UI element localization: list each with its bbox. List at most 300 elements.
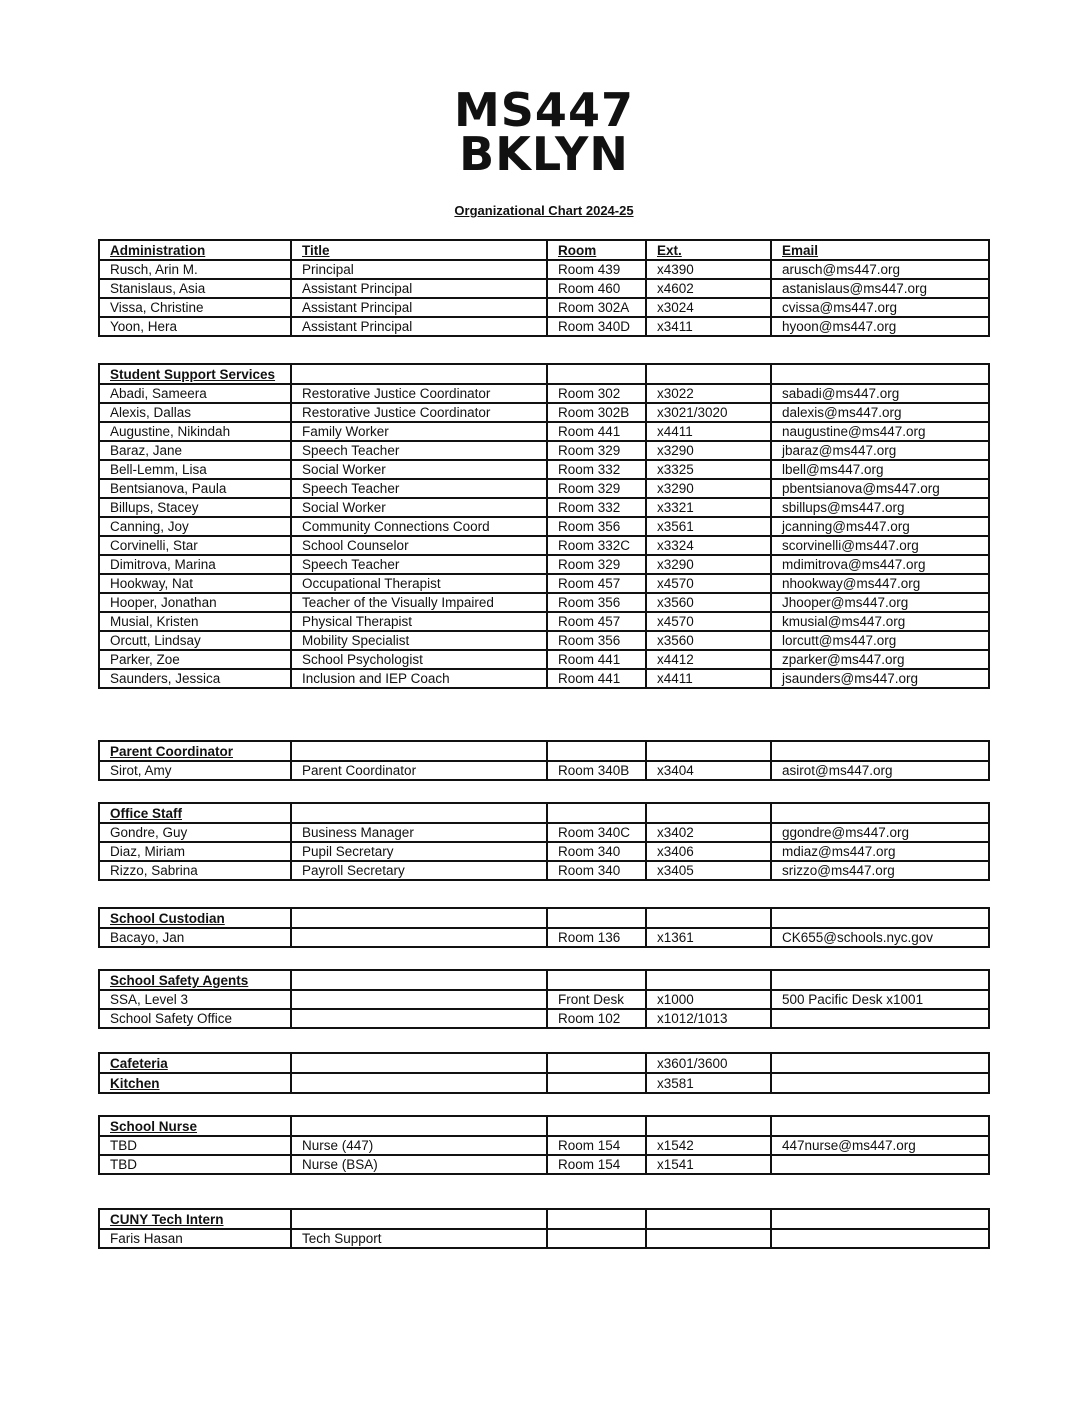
cell-text: Room 136: [558, 930, 621, 945]
cell-text: Occupational Therapist: [302, 576, 441, 591]
cell-text: Room 340: [558, 844, 621, 859]
section-header-row: [99, 240, 989, 260]
cell-text: x3321: [657, 500, 694, 515]
cell-name: [99, 861, 291, 880]
cell-text: Bentsianova, Paula: [110, 481, 227, 496]
cell-room: [547, 536, 646, 555]
cell-title: [291, 842, 547, 861]
cell-text: Room 302A: [558, 300, 630, 315]
section-table: [98, 1208, 990, 1249]
cell-text: Room 340D: [558, 319, 631, 334]
cell-text: scorvinelli@ms447.org: [782, 538, 919, 553]
cell-text: Rusch, Arin M.: [110, 262, 198, 277]
header-label: Room: [558, 243, 597, 258]
cell-room: [547, 1009, 646, 1028]
cell-text: School Psychologist: [302, 652, 423, 667]
cell-ext: [646, 1136, 771, 1155]
cell-room: [547, 990, 646, 1009]
cell-text: Room 154: [558, 1138, 621, 1153]
cell-text: arusch@ms447.org: [782, 262, 901, 277]
cell-text: mdimitrova@ms447.org: [782, 557, 926, 572]
logo-line-1: MS447: [454, 83, 634, 137]
cell-text: x4411: [657, 424, 693, 439]
cell-text: x4570: [657, 614, 694, 629]
cell-text: Abadi, Sameera: [110, 386, 207, 401]
cell-text: x1542: [657, 1138, 694, 1153]
cell-text: Room 441: [558, 652, 621, 667]
cell-ext: [646, 574, 771, 593]
cell-text: Room 332: [558, 500, 621, 515]
cell-email: [771, 1155, 989, 1174]
cell-text: lorcutt@ms447.org: [782, 633, 897, 648]
header-label: Office Staff: [110, 806, 183, 821]
table-row: [99, 928, 989, 947]
cell-title: [291, 669, 547, 688]
cell-title: [291, 1229, 547, 1248]
cell-text: TBD: [110, 1138, 137, 1153]
cell-title: [291, 593, 547, 612]
cell-ext: [646, 317, 771, 336]
table-row: [99, 990, 989, 1009]
cell-text: jcanning@ms447.org: [782, 519, 910, 534]
cell-room: [547, 650, 646, 669]
cell-room: [547, 279, 646, 298]
cell-text: Payroll Secretary: [302, 863, 405, 878]
cell-text: Room 356: [558, 519, 621, 534]
cell-email: [771, 384, 989, 403]
cell-room: [547, 384, 646, 403]
table-row: [99, 1009, 989, 1028]
cell-ext: [646, 555, 771, 574]
cell-email: [771, 593, 989, 612]
header-cell-title: [291, 803, 547, 823]
cell-name: [99, 479, 291, 498]
table-row: [99, 260, 989, 279]
cell-name: [99, 1009, 291, 1028]
header-cell-ext: [646, 240, 771, 260]
cell-ext: [646, 650, 771, 669]
cell-ext: [646, 1009, 771, 1028]
cell-text: Canning, Joy: [110, 519, 189, 534]
cell-title: [291, 631, 547, 650]
cell-text: Room 302B: [558, 405, 630, 420]
section-table: [98, 907, 990, 948]
cell-title: [291, 612, 547, 631]
cell-text: Dimitrova, Marina: [110, 557, 216, 572]
cell-text: School Safety Office: [110, 1011, 233, 1026]
header-cell-email: [771, 908, 989, 928]
cell-text: Speech Teacher: [302, 443, 400, 458]
cell-text: x3404: [657, 763, 694, 778]
header-cell-email: [771, 970, 989, 990]
cell-text: Room 332: [558, 462, 621, 477]
cell-room: [547, 612, 646, 631]
header-cell-title: [291, 741, 547, 761]
cell-text: Diaz, Miriam: [110, 844, 186, 859]
header-label: Title: [302, 243, 330, 258]
cell-text: Room 154: [558, 1157, 621, 1172]
cell-title: [291, 536, 547, 555]
cell-name: [99, 823, 291, 842]
cell-text: lbell@ms447.org: [782, 462, 884, 477]
cell-name: [99, 1136, 291, 1155]
section-table: [98, 239, 990, 337]
cell-title: [291, 990, 547, 1009]
cell-room: [547, 555, 646, 574]
cell-room: [547, 403, 646, 422]
table-row: [99, 842, 989, 861]
cell-text: sbillups@ms447.org: [782, 500, 905, 515]
header-cell-room: [547, 908, 646, 928]
cell-name: [99, 842, 291, 861]
cell-text: dalexis@ms447.org: [782, 405, 902, 420]
section-table: [98, 363, 990, 689]
table-row: [99, 403, 989, 422]
cell-email: [771, 422, 989, 441]
cell-text: Faris Hasan: [110, 1231, 183, 1246]
cell-text: jbaraz@ms447.org: [782, 443, 897, 458]
cell-name: [99, 612, 291, 631]
cell-name: [99, 441, 291, 460]
cell-text: x1361: [657, 930, 694, 945]
cell-room: [547, 823, 646, 842]
cell-text: Alexis, Dallas: [110, 405, 192, 420]
cell-ext: [646, 279, 771, 298]
cell-email: [771, 650, 989, 669]
cell-text: Social Worker: [302, 462, 386, 477]
table-row: [99, 593, 989, 612]
table-row: [99, 536, 989, 555]
cell-email: [771, 1136, 989, 1155]
cell-text: Nurse (447): [302, 1138, 374, 1153]
cell-room: [547, 441, 646, 460]
cell-text: Jhooper@ms447.org: [782, 595, 909, 610]
cell-title: [291, 861, 547, 880]
cell-email: [771, 517, 989, 536]
header-cell-ext: [646, 970, 771, 990]
cell-ext: [646, 460, 771, 479]
cell-text: cvissa@ms447.org: [782, 300, 897, 315]
cell-text: Inclusion and IEP Coach: [302, 671, 450, 686]
header-label: Administration: [110, 243, 206, 258]
header-label: x3601/3600: [657, 1056, 728, 1071]
header-cell-title: [291, 908, 547, 928]
cell-text: Front Desk: [558, 992, 625, 1007]
cell-name: [99, 574, 291, 593]
cell-room: [547, 260, 646, 279]
cell-text: sabadi@ms447.org: [782, 386, 900, 401]
header-cell-room: [547, 240, 646, 260]
cell-text: x3560: [657, 595, 694, 610]
cell-room: [547, 479, 646, 498]
header-cell-ext: [646, 1209, 771, 1229]
cell-email: [771, 479, 989, 498]
cell-text: Vissa, Christine: [110, 300, 204, 315]
cell-title: [291, 761, 547, 780]
cell-email: [771, 761, 989, 780]
cell-name: [99, 761, 291, 780]
cell-text: x4570: [657, 576, 694, 591]
cell-email: [771, 317, 989, 336]
cell-text: Assistant Principal: [302, 319, 413, 334]
header-label: Cafeteria: [110, 1056, 168, 1071]
cell-text: naugustine@ms447.org: [782, 424, 926, 439]
cell-text: Billups, Stacey: [110, 500, 199, 515]
table-row: [99, 317, 989, 336]
cell-text: Room 340B: [558, 763, 630, 778]
cell-text: Physical Therapist: [302, 614, 413, 629]
cell-title: [291, 1155, 547, 1174]
section-header-row: [99, 1053, 989, 1073]
header-cell-ext: [646, 1053, 771, 1073]
school-logo: [0, 83, 1088, 181]
cell-ext: [646, 384, 771, 403]
cell-text: x3561: [657, 519, 694, 534]
cell-email: [771, 631, 989, 650]
cell-text: x3406: [657, 844, 694, 859]
cell-text: Room 329: [558, 443, 621, 458]
table-row: [99, 1155, 989, 1174]
cell-text: Room 441: [558, 671, 621, 686]
cell-text: Room 329: [558, 481, 621, 496]
cell-room: [547, 1229, 646, 1248]
cell-room: [547, 1155, 646, 1174]
cell-title: [291, 555, 547, 574]
table-row: [99, 631, 989, 650]
cell-text: x1541: [657, 1157, 694, 1172]
cell-text: Room 356: [558, 633, 621, 648]
cell-name: [99, 317, 291, 336]
cell-text: x1000: [657, 992, 694, 1007]
header-cell-ext: [646, 908, 771, 928]
cell-ext: [646, 441, 771, 460]
cell-room: [547, 460, 646, 479]
cell-text: Bell-Lemm, Lisa: [110, 462, 207, 477]
header-cell-name: [99, 1116, 291, 1136]
cell-text: Hookway, Nat: [110, 576, 194, 591]
cell-text: x3024: [657, 300, 694, 315]
cell-room: [547, 517, 646, 536]
header-label: x3581: [657, 1076, 694, 1091]
cell-ext: [646, 422, 771, 441]
cell-title: [291, 1136, 547, 1155]
cell-room: [547, 669, 646, 688]
cell-ext: [646, 403, 771, 422]
header-cell-name: [99, 1073, 291, 1093]
cell-text: Yoon, Hera: [110, 319, 178, 334]
cell-text: Stanislaus, Asia: [110, 281, 206, 296]
header-cell-title: [291, 970, 547, 990]
cell-title: [291, 574, 547, 593]
cell-email: [771, 441, 989, 460]
cell-room: [547, 298, 646, 317]
cell-title: [291, 422, 547, 441]
header-cell-room: [547, 741, 646, 761]
cell-name: [99, 1229, 291, 1248]
header-label: School Nurse: [110, 1119, 198, 1134]
cell-room: [547, 498, 646, 517]
cell-text: Room 102: [558, 1011, 621, 1026]
table-row: [99, 1136, 989, 1155]
cell-email: [771, 669, 989, 688]
cell-name: [99, 650, 291, 669]
cell-text: Room 332C: [558, 538, 631, 553]
cell-title: [291, 823, 547, 842]
cell-text: x3022: [657, 386, 694, 401]
cell-email: [771, 990, 989, 1009]
cell-email: [771, 498, 989, 517]
cell-text: hyoon@ms447.org: [782, 319, 897, 334]
cell-text: Hooper, Jonathan: [110, 595, 217, 610]
header-cell-ext: [646, 803, 771, 823]
cell-text: Augustine, Nikindah: [110, 424, 231, 439]
cell-room: [547, 317, 646, 336]
cell-name: [99, 669, 291, 688]
cell-text: nhookway@ms447.org: [782, 576, 921, 591]
header-cell-email: [771, 1116, 989, 1136]
cell-text: Assistant Principal: [302, 281, 413, 296]
cell-title: [291, 460, 547, 479]
section-header-row: [99, 970, 989, 990]
cell-name: [99, 517, 291, 536]
cell-text: mdiaz@ms447.org: [782, 844, 896, 859]
cell-text: Room 340: [558, 863, 621, 878]
table-row: [99, 861, 989, 880]
cell-room: [547, 1136, 646, 1155]
cell-email: [771, 260, 989, 279]
table-row: [99, 823, 989, 842]
header-label: Student Support Services: [110, 367, 276, 382]
cell-text: Speech Teacher: [302, 557, 400, 572]
table-row: [99, 441, 989, 460]
cell-name: [99, 555, 291, 574]
cell-room: [547, 593, 646, 612]
cell-title: [291, 1009, 547, 1028]
cell-text: Principal: [302, 262, 354, 277]
header-label: School Custodian: [110, 911, 225, 926]
cell-text: Room 356: [558, 595, 621, 610]
header-cell-ext: [646, 1116, 771, 1136]
header-cell-name: [99, 741, 291, 761]
cell-name: [99, 1155, 291, 1174]
cell-text: srizzo@ms447.org: [782, 863, 895, 878]
header-cell-ext: [646, 741, 771, 761]
header-cell-name: [99, 240, 291, 260]
cell-name: [99, 631, 291, 650]
header-cell-title: [291, 1116, 547, 1136]
cell-text: Restorative Justice Coordinator: [302, 386, 491, 401]
cell-text: SSA, Level 3: [110, 992, 189, 1007]
cell-title: [291, 498, 547, 517]
cell-text: Community Connections Coord: [302, 519, 490, 534]
cell-text: x4411: [657, 671, 693, 686]
section-table: [98, 1115, 990, 1175]
cell-text: CK655@schools.nyc.gov: [782, 930, 934, 945]
section-header-row: [99, 741, 989, 761]
cell-title: [291, 479, 547, 498]
cell-text: Corvinelli, Star: [110, 538, 198, 553]
cell-room: [547, 861, 646, 880]
cell-email: [771, 298, 989, 317]
header-cell-title: [291, 364, 547, 384]
cell-email: [771, 612, 989, 631]
document-title: Organizational Chart 2024-25: [454, 203, 634, 218]
cell-title: [291, 650, 547, 669]
cell-name: [99, 403, 291, 422]
cell-text: x4412: [657, 652, 694, 667]
cell-email: [771, 403, 989, 422]
table-row: [99, 555, 989, 574]
cell-title: [291, 517, 547, 536]
header-cell-email: [771, 1053, 989, 1073]
cell-email: [771, 460, 989, 479]
cell-text: Assistant Principal: [302, 300, 413, 315]
section-header-row: [99, 1209, 989, 1229]
cell-title: [291, 298, 547, 317]
cell-title: [291, 403, 547, 422]
header-label: Kitchen: [110, 1076, 160, 1091]
cell-ext: [646, 298, 771, 317]
cell-text: Baraz, Jane: [110, 443, 183, 458]
cell-ext: [646, 260, 771, 279]
cell-title: [291, 384, 547, 403]
cell-text: pbentsianova@ms447.org: [782, 481, 940, 496]
cell-room: [547, 761, 646, 780]
logo-line-2: BKLYN: [459, 127, 629, 181]
section-table: [98, 969, 990, 1029]
cell-text: 500 Pacific Desk x1001: [782, 992, 924, 1007]
header-cell-title: [291, 1053, 547, 1073]
cell-text: Room 340C: [558, 825, 631, 840]
cell-name: [99, 298, 291, 317]
header-cell-email: [771, 803, 989, 823]
cell-text: x3560: [657, 633, 694, 648]
cell-ext: [646, 631, 771, 650]
cell-text: x4390: [657, 262, 694, 277]
cell-text: Room 439: [558, 262, 621, 277]
cell-name: [99, 928, 291, 947]
header-cell-name: [99, 1053, 291, 1073]
table-row: [99, 498, 989, 517]
section-header-row: [99, 1073, 989, 1093]
cell-email: [771, 842, 989, 861]
table-row: [99, 279, 989, 298]
cell-ext: [646, 612, 771, 631]
cell-text: zparker@ms447.org: [782, 652, 905, 667]
cell-text: Family Worker: [302, 424, 389, 439]
cell-ext: [646, 593, 771, 612]
cell-text: Tech Support: [302, 1231, 382, 1246]
cell-ext: [646, 861, 771, 880]
cell-text: Room 302: [558, 386, 621, 401]
cell-title: [291, 279, 547, 298]
cell-text: Rizzo, Sabrina: [110, 863, 198, 878]
header-cell-title: [291, 240, 547, 260]
header-label: Parent Coordinator: [110, 744, 234, 759]
cell-name: [99, 279, 291, 298]
cell-email: [771, 536, 989, 555]
cell-room: [547, 928, 646, 947]
cell-room: [547, 842, 646, 861]
header-cell-room: [547, 1053, 646, 1073]
cell-email: [771, 574, 989, 593]
section-header-row: [99, 364, 989, 384]
cell-ext: [646, 990, 771, 1009]
table-row: [99, 298, 989, 317]
cell-title: [291, 260, 547, 279]
header-cell-name: [99, 908, 291, 928]
section-table: [98, 1052, 990, 1094]
